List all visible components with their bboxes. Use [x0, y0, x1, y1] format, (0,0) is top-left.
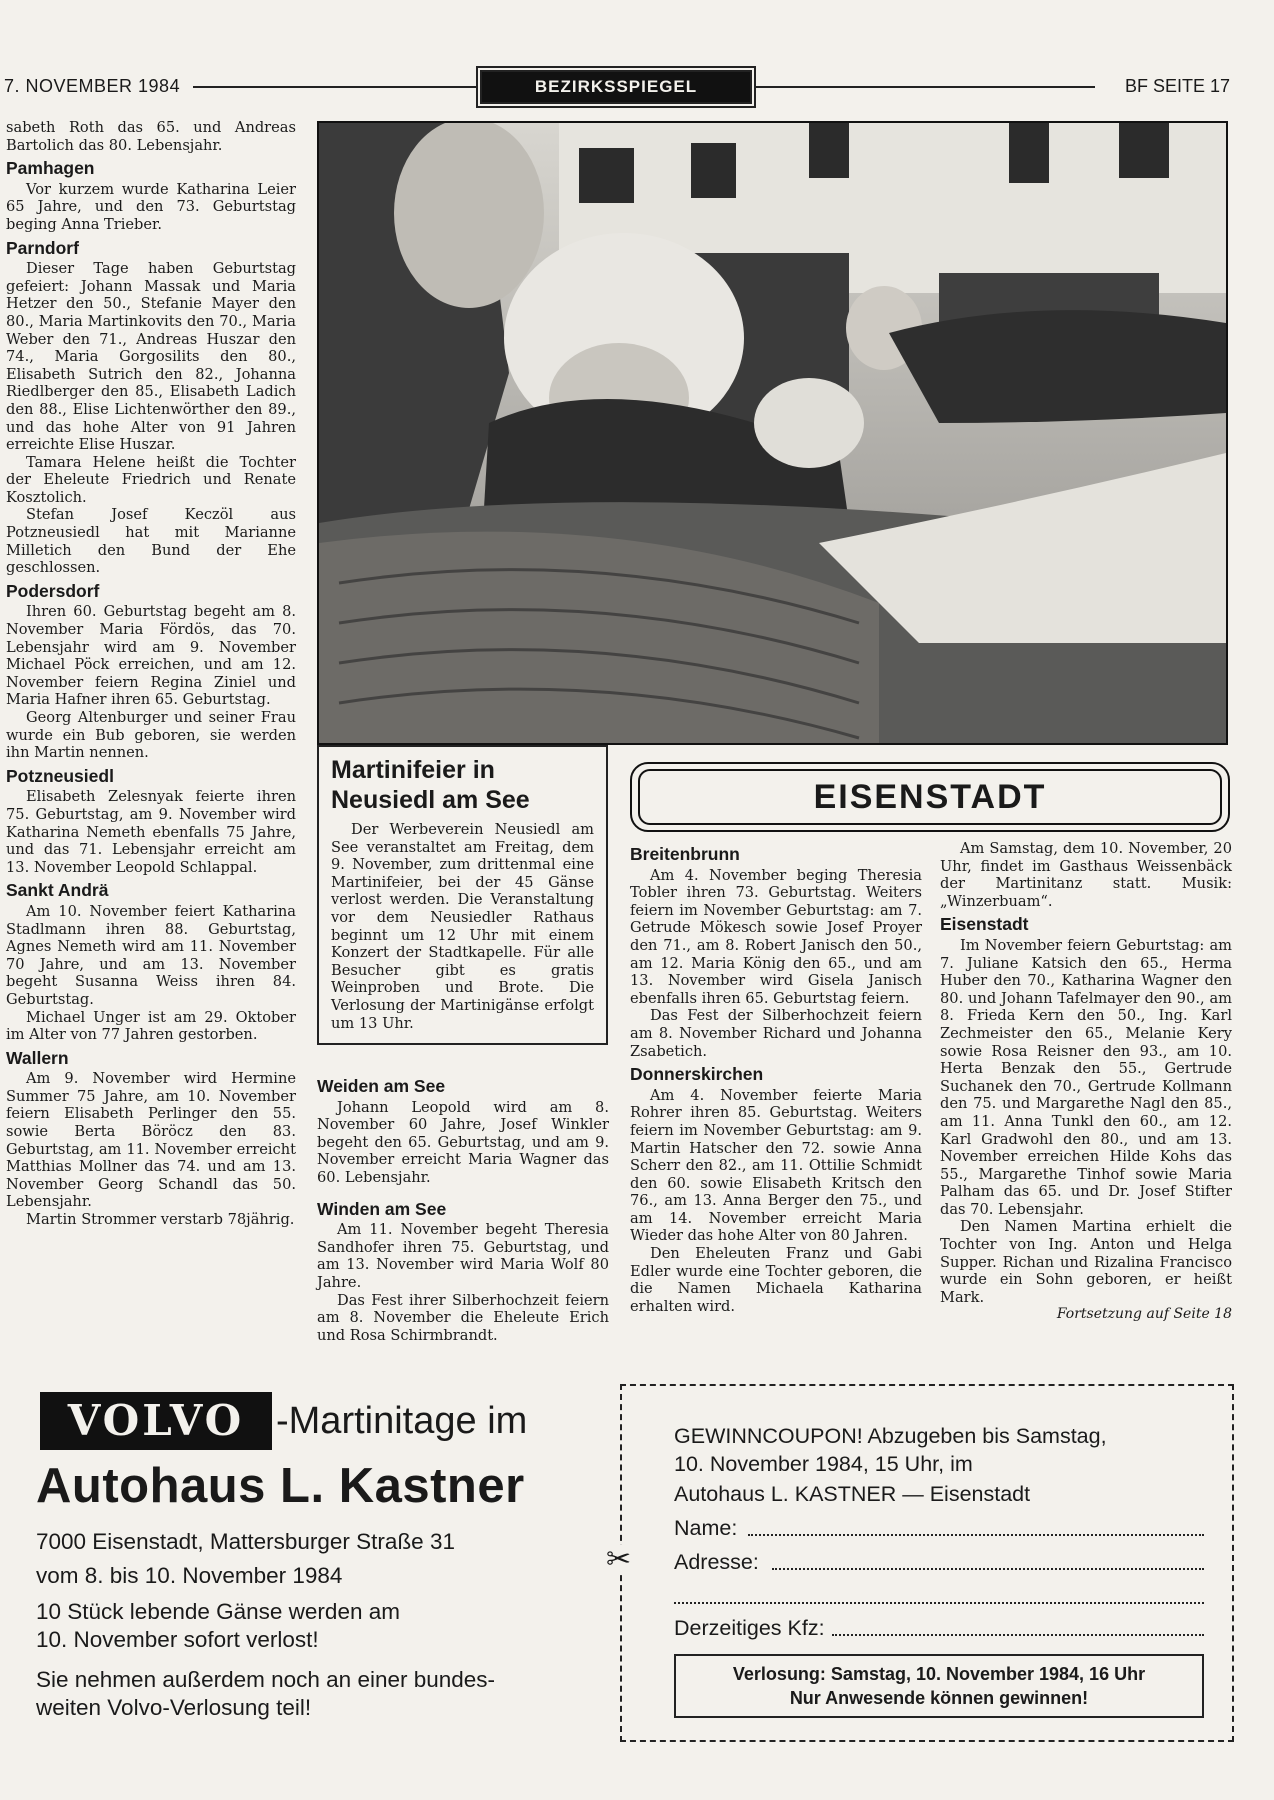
- masthead: [0, 70, 1274, 106]
- column-2: [317, 1072, 609, 1344]
- heading-wallern: Wallern: [6, 1047, 69, 1068]
- masthead-rule-right: [755, 86, 1095, 88]
- heading-winden: Winden am See: [317, 1198, 447, 1219]
- ad-address: 7000 Eisenstadt, Mattersburger Straße 31: [36, 1529, 455, 1554]
- martinifeier-text: Der Werbeverein Neusiedl am See veranstaltet am Freitag, dem 9. November, zum drittenmal eine Martinifeier, bei der 45 Gänse verlost werden. Die Veranstaltung vor dem Neusiedler Rathaus beginnt um 12 Uhr mit einem Konzert der Stadtkapelle. Für alle Besucher gibt es gratis Weinproben und Brote. Die Verlosung der Martinigänse erfolgt um 13 Uhr.: [331, 821, 594, 1032]
- paragraph: Michael Unger ist am 29. Oktober im Alter von 77 Jahren gestorben.: [6, 1008, 296, 1044]
- ad-dates: vom 8. bis 10. November 1984: [36, 1563, 343, 1588]
- heading-pamhagen: Pamhagen: [6, 158, 95, 179]
- ad-headline-1: -Martinitage im: [276, 1400, 528, 1442]
- page-number: BF SEITE 17: [1124, 76, 1230, 96]
- volvo-advertisement: [30, 1390, 600, 1750]
- volvo-logo: VOLVO: [40, 1392, 272, 1450]
- paragraph: Das Fest ihrer Silberhochzeit feiern am 8. November die Eheleute Erich und Rosa Schirmbrandt.: [317, 1291, 609, 1344]
- market-photo: [317, 121, 1228, 745]
- column-1: [6, 119, 296, 1229]
- continued-note: Fortsetzung auf Seite 18: [1056, 1306, 1232, 1323]
- paragraph: Am 11. November begeht Theresia Sandhofer ihren 75. Geburtstag, und am 13. November wird Maria Wolf 80 Jahre.: [317, 1221, 609, 1291]
- ad-extra-2: weiten Volvo-Verlosung teil!: [36, 1695, 312, 1720]
- ad-headline-2: Autohaus L. Kastner: [36, 1459, 525, 1513]
- draw-line-2: Nur Anwesende können gewinnen!: [789, 1688, 1089, 1708]
- coupon-line-2: 10. November 1984, 15 Uhr, im: [674, 1452, 973, 1476]
- masthead-rule-left: [193, 86, 476, 88]
- name-label: Name:: [674, 1516, 738, 1540]
- paragraph: Martin Strommer verstarb 78jährig.: [26, 1211, 295, 1229]
- ad-geese-2: 10. November sofort verlost!: [36, 1627, 319, 1652]
- paragraph: Den Namen Martina erhielt die Tochter von Ing. Anton und Helga Supper. Richan und Rizalina Francisco wurde ein Sohn geboren, er heißt Mark.: [940, 1218, 1232, 1306]
- photo-illustration: [319, 123, 1226, 743]
- section-title: BEZIRKSSPIEGEL: [480, 70, 752, 104]
- heading-weiden: Weiden am See: [317, 1076, 446, 1096]
- column-3: [630, 840, 922, 1315]
- paragraph: Das Fest der Silberhochzeit feiern am 8. November Richard und Johanna Zsabetich.: [630, 1007, 922, 1060]
- heading-parndorf: Parndorf: [6, 237, 79, 258]
- title-line-1: Martinifeier in: [331, 756, 495, 784]
- eisenstadt-banner: [630, 762, 1230, 832]
- intro-text: sabeth Roth das 65. und Andreas Bartolich das 80. Lebensjahr.: [6, 119, 296, 154]
- title-line-2: Neusiedl am See: [331, 786, 530, 814]
- heading-podersdorf: Podersdorf: [6, 580, 100, 601]
- paragraph: Am 4. November feierte Maria Rohrer ihren 85. Geburtstag. Weiters feiern im November Geburtstag: am 9. Martin Hatscher den 72. sowie Anna Scherr den 82., am 11. Ottilie Schmidt den 60. sowie Elisabeth Kritsch den 76., am 13. Anna Berger den 75., und am 14. November erreicht Maria Wieder das hohe Alter von 80 Jahren.: [630, 1086, 922, 1245]
- paragraph: Stefan Josef Keczöl aus Potzneusiedl hat mit Marianne Milletich den Bund der Ehe geschlossen.: [6, 506, 296, 577]
- ad-extra-1: Sie nehmen außerdem noch an einer bundes-: [36, 1667, 496, 1692]
- paragraph: Johann Leopold wird am 8. November 60 Jahre, Josef Winkler begeht den 65. Geburtstag, und am 9. November erreicht Maria Wagner das 60. Lebensjahr.: [317, 1098, 609, 1186]
- heading-donnerskirchen: Donnerskirchen: [630, 1064, 764, 1085]
- paragraph: Ihren 60. Geburtstag begeht am 8. November Maria Fördös, das 70. Lebensjahr wird am 9. November Michael Pöck erreichen, und am 12. November feiern Regina Ziniel und Maria Hafner ihren 65. Geburtstag.: [6, 603, 296, 709]
- paragraph: Am Samstag, dem 10. November, 20 Uhr, findet im Gasthaus Weissenbäck der Martinitanz statt. Musik: „Winzerbuam“.: [940, 840, 1232, 910]
- address-label: Adresse:: [674, 1550, 759, 1574]
- heading-sankt-andra: Sankt Andrä: [6, 880, 109, 901]
- paragraph: Am 4. November beging Theresia Tobler ihren 73. Geburtstag. Weiters feiern im November Geburtstag: am 7. Getrude Mökesch sowie Josef Proyer den 71., am 8. Robert Janisch den 50., am 12. Maria König den 65., und am 13. November wird Gisela Janisch ebenfalls ihren 65. Geburtstag feiern.: [630, 866, 922, 1007]
- paragraph: Vor kurzem wurde Katharina Leier 65 Jahre, und den 73. Geburtstag beging Anna Trieber.: [6, 180, 296, 233]
- martinifeier-article: [317, 745, 608, 1045]
- address-field-2[interactable]: [674, 1602, 1204, 1604]
- paragraph: Georg Altenburger und seiner Frau wurde ein Bub geboren, sie werden ihn Martin nennen.: [6, 709, 296, 762]
- coupon: [620, 1384, 1234, 1742]
- coupon-line-3: Autohaus L. KASTNER — Eisenstadt: [674, 1482, 1031, 1506]
- column-4: [940, 840, 1232, 1324]
- ad-geese-1: 10 Stück lebende Gänse werden am: [36, 1599, 400, 1624]
- eisenstadt-banner-text: EISENSTADT: [638, 769, 1222, 825]
- name-field[interactable]: [748, 1534, 1204, 1536]
- issue-date: 7. NOVEMBER 1984: [4, 76, 181, 96]
- car-label: Derzeitiges Kfz:: [674, 1616, 825, 1640]
- paragraph: Tamara Helene heißt die Tochter der Eheleute Friedrich und Renate Kosztolich.: [6, 453, 296, 506]
- paragraph: Im November feiern Geburtstag: am 7. Juliane Katsich den 65., Herma Huber den 70., Katharina Wagner den 80. und Johann Tafelmayer den 90., am 8. Frieda Kern den 50., Ing. Karl Zechmeister den 65., Melanie Kery sowie Rosa Reisner den 93., am 10. Herta Benzak den 55., Gertrude Suchanek den 70., Gertrude Kollmann den 75. und Margarethe Nagl den 85., am 11. Anna Tunkl den 60., am 12. Karl Gradwohl den 80., und am 13. November erreichen Hilde Kohs das 55., Margarethe Tinhof sowie Maria Palham das 65. und Dr. Josef Stifter das 70. Lebensjahr.: [940, 936, 1232, 1218]
- paragraph: Dieser Tage haben Geburtstag gefeiert: Johann Massak und Maria Hetzer den 50., Stefanie Mayer den 80., Maria Martinkovits den 70., Maria Weber den 71., Andreas Huszar den 74., Maria Gorgosilits den 80., Elisabeth Sutrich den 82., Johanna Riedlberger den 85., Elisabeth Ladich den 88., Elise Lichtenwörther den 89., und das hohe Alter von 91 Jahren erreichte Elise Huszar.: [6, 260, 296, 454]
- address-field[interactable]: [772, 1568, 1204, 1570]
- paragraph: Elisabeth Zelesnyak feierte ihren 75. Geburtstag, am 9. November wird Katharina Nemeth ebenfalls 75 Jahre, und das 71. Lebensjahr erreicht am 13. November Leopold Schlappal.: [6, 788, 296, 876]
- heading-eisenstadt: Eisenstadt: [940, 914, 1029, 935]
- paragraph: Am 9. November wird Hermine Summer 75 Jahre, am 10. November feiern Elisabeth Perlinger den 55. sowie Berta Böröcz den 83. Geburtstag, am 11. November erreicht Matthias Mollner das 74. und am 13. November Georg Schandl das 50. Lebensjahr.: [6, 1070, 296, 1211]
- scissors-icon: ✂: [606, 1542, 632, 1577]
- car-field[interactable]: [832, 1634, 1204, 1636]
- heading-potzneusiedl: Potzneusiedl: [6, 765, 114, 786]
- martinifeier-title: [331, 755, 594, 815]
- draw-line-1: Verlosung: Samstag, 10. November 1984, 16 Uhr: [732, 1664, 1146, 1684]
- paragraph: Den Eheleuten Franz und Gabi Edler wurde eine Tochter geboren, die die Namen Michaela Katharina erhalten wird.: [630, 1245, 922, 1315]
- paragraph: Am 10. November feiert Katharina Stadlmann ihren 88. Geburtstag, Agnes Nemeth wird am 11. November 70 Jahre, und am 13. November begeht Susanna Weiss ihren 84. Geburtstag.: [6, 902, 296, 1008]
- coupon-line-1: GEWINNCOUPON! Abzugeben bis Samstag,: [674, 1424, 1107, 1448]
- draw-info-box: [674, 1654, 1204, 1718]
- heading-breitenbrunn: Breitenbrunn: [630, 844, 740, 864]
